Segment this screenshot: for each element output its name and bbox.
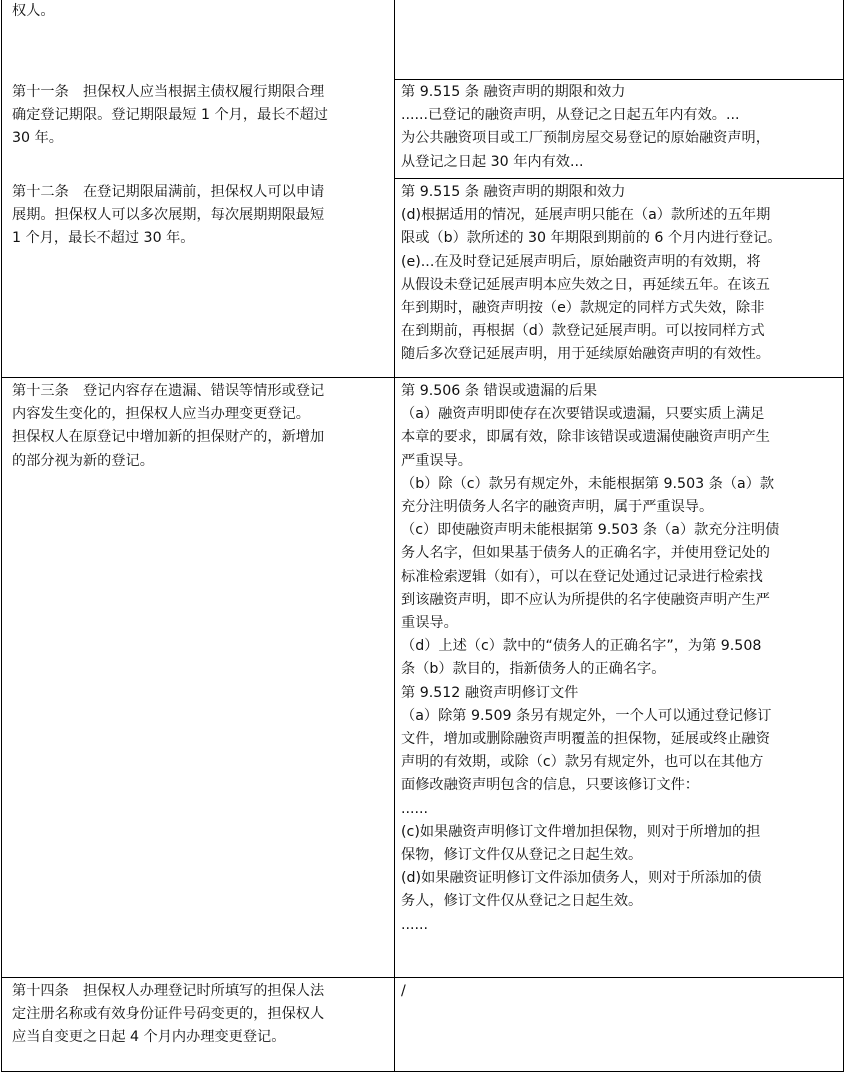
text-line: （d）上述（c）款中的“债务人的正确名字”，为第 9.508 <box>401 638 762 655</box>
right-cell-section-9-515-b <box>401 181 838 367</box>
text-line: 严重误导。 <box>401 452 472 469</box>
text-line: 声明的有效期，或除（c）款另有规定外，也可以在其他方 <box>401 754 764 771</box>
row-divider <box>394 178 844 179</box>
right-cell-section-9-515-a <box>401 81 838 174</box>
text-line: 内容发生变化的，担保权人应当办理变更登记。 <box>12 406 310 423</box>
row-divider <box>1 977 844 978</box>
text-line: （a）除第 9.509 条另有规定外，一个人可以通过登记修订 <box>401 707 772 724</box>
left-cell-continuation <box>12 0 389 23</box>
text-line: 应当自变更之日起 4 个月内办理变更登记。 <box>12 1029 286 1046</box>
text-line: (d)根据适用的情况，延展声明只能在（a）款所述的五年期 <box>401 207 771 224</box>
text-line: 第 9.506 条 错误或遗漏的后果 <box>401 383 598 399</box>
left-cell-article-13 <box>12 380 389 473</box>
text-line: 充分注明债务人名字的融资声明，属于严重误导。 <box>401 499 714 516</box>
text-line: 第 9.515 条 融资声明的期限和效力 <box>401 184 626 200</box>
text-line: 年到期时，融资声明按（e）款规定的同样方式失效，除非 <box>401 300 765 317</box>
text-line: 第十一条 担保权人应当根据主债权履行期限合理 <box>12 84 325 100</box>
right-cell-empty-marker <box>401 980 838 1003</box>
table-border-right <box>843 0 844 1072</box>
table-column-divider <box>394 0 395 1072</box>
text-line: 随后多次登记延展声明，用于延续原始融资声明的有效性。 <box>401 346 770 363</box>
text-line: 到该融资声明，即不应认为所提供的名字使融资声明产生严 <box>401 591 770 608</box>
text-line: (c)如果融资声明修订文件增加担保物，则对于所增加的担 <box>401 823 761 840</box>
text-line: （b）除（c）款另有规定外，未能根据第 9.503 条（a）款 <box>401 475 775 492</box>
text-line: 条（b）款目的，指新债务人的正确名字。 <box>401 661 666 678</box>
table-border-left <box>1 0 2 1072</box>
text-line: ...... <box>401 916 429 933</box>
text-line: （a）融资声明即使存在次要错误或遗漏，只要实质上满足 <box>401 406 765 423</box>
text-line: 第十四条 担保权人办理登记时所填写的担保人法 <box>12 983 325 999</box>
text-line: 30 年。 <box>12 130 63 147</box>
text-line: 从假设未登记延展声明本应失效之日，再延续五年。在该五 <box>401 276 770 293</box>
text-line: / <box>401 983 406 999</box>
text-line: 第十三条 登记内容存在遗漏、错误等情形或登记 <box>12 383 325 399</box>
text-line: 保物，修订文件仅从登记之日起生效。 <box>401 847 643 864</box>
text-line: 限或（b）款所述的 30 年期限到期前的 6 个月内进行登记。 <box>401 230 782 247</box>
text-line: 重误导。 <box>401 615 458 632</box>
text-line: ...... <box>401 800 429 817</box>
text-line: 从登记之日起 30 年内有效... <box>401 153 584 170</box>
text-line: ......已登记的融资声明，从登记之日起五年内有效。... <box>401 107 740 124</box>
text-line: 第十二条 在登记期限届满前，担保权人可以申请 <box>12 184 325 200</box>
text-line: 务人，修订文件仅从登记之日起生效。 <box>401 893 643 910</box>
text-line: (e)...在及时登记延展声明后，原始融资声明的有效期，将 <box>401 253 761 270</box>
text-line: 面修改融资声明包含的信息，只要该修订文件： <box>401 777 699 794</box>
text-line: 务人名字，但如果基于债务人的正确名字，并使用登记处的 <box>401 545 770 562</box>
text-line: 第 9.515 条 融资声明的期限和效力 <box>401 84 626 100</box>
text-line: 第 9.512 融资声明修订文件 <box>401 684 579 701</box>
left-cell-article-14 <box>12 980 389 1050</box>
text-line: 1 个月，最长不超过 30 年。 <box>12 230 195 247</box>
text-line: 权人。 <box>12 3 55 19</box>
text-line: （c）即使融资声明未能根据第 9.503 条（a）款充分注明债 <box>401 522 780 539</box>
text-line: 标准检索逻辑（如有），可以在登记处通过记录进行检索找 <box>401 568 763 585</box>
row-divider <box>394 79 844 80</box>
text-line: 本章的要求，即属有效，除非该错误或遗漏使融资声明产生 <box>401 429 770 446</box>
text-line: 展期。担保权人可以多次展期，每次展期期限最短 <box>12 207 325 224</box>
text-line: 确定登记期限。登记期限最短 1 个月，最长不超过 <box>12 107 328 124</box>
left-cell-article-11 <box>12 81 389 151</box>
text-line: 的部分视为新的登记。 <box>12 452 154 469</box>
row-divider <box>1 377 844 378</box>
text-line: 为公共融资项目或工厂预制房屋交易登记的原始融资声明， <box>401 130 770 147</box>
right-cell-section-9-506-9-512 <box>401 380 838 937</box>
text-line: 担保权人在原登记中增加新的担保财产的，新增加 <box>12 429 325 446</box>
text-line: 文件，增加或删除融资声明覆盖的担保物，延展或终止融资 <box>401 731 770 748</box>
text-line: 在到期前，再根据（d）款登记延展声明。可以按同样方式 <box>401 323 765 340</box>
text-line: (d)如果融资证明修订文件添加债务人，则对于所添加的债 <box>401 870 762 887</box>
left-cell-article-12 <box>12 181 389 251</box>
text-line: 定注册名称或有效身份证件号码变更的，担保权人 <box>12 1006 325 1023</box>
